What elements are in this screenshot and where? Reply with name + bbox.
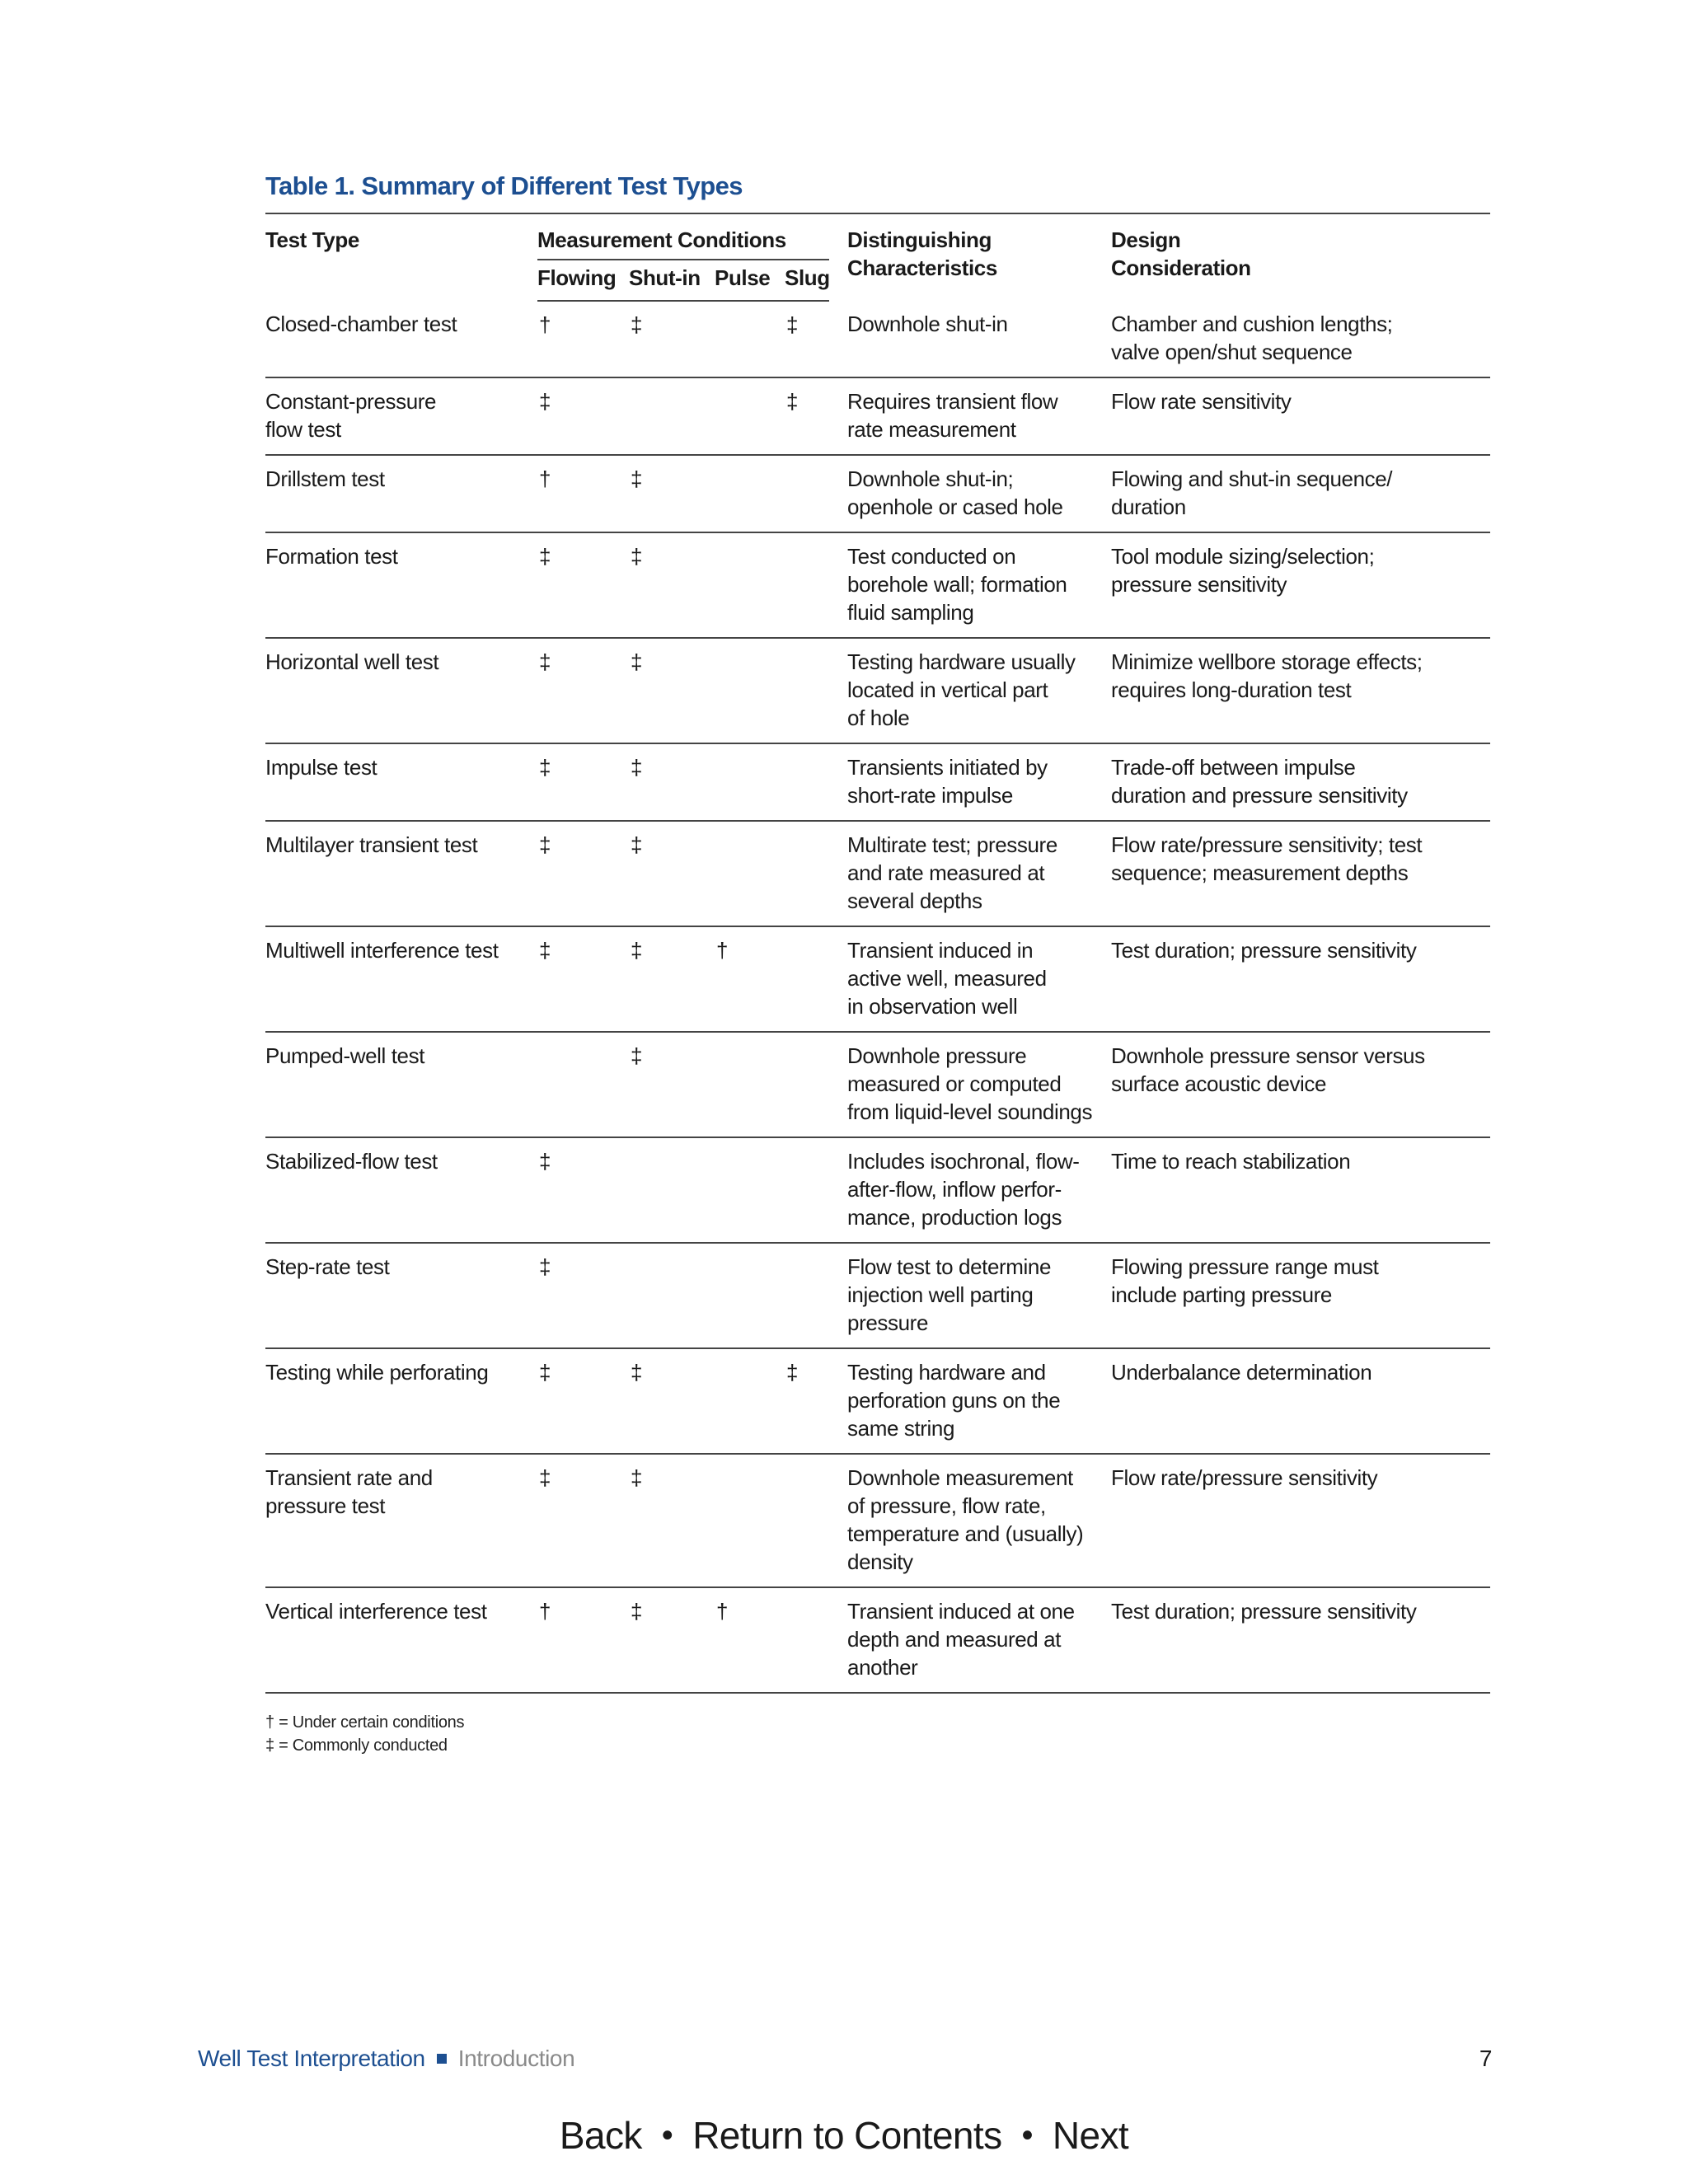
cell-design-consideration: Flowing pressure range must include parting pressure xyxy=(1111,1243,1490,1348)
cell-test-type: Testing while perforating xyxy=(265,1348,537,1454)
cell-shut-in: ‡ xyxy=(629,821,715,926)
cell-distinguishing-characteristics: Downhole shut-in xyxy=(829,301,1111,377)
cell-shut-in: ‡ xyxy=(629,1348,715,1454)
cell-design-consideration: Underbalance determination xyxy=(1111,1348,1490,1454)
cell-shut-in: ‡ xyxy=(629,455,715,532)
header-slug: Slug xyxy=(785,260,829,301)
footnote-double-dagger: ‡ = Commonly conducted xyxy=(265,1736,448,1755)
page-footer xyxy=(198,2046,1492,2079)
table-header xyxy=(265,213,1490,301)
table-row xyxy=(265,743,1490,821)
table-body xyxy=(265,301,1490,1693)
cell-slug: ‡ xyxy=(785,301,829,377)
table-row xyxy=(265,532,1490,638)
cell-flowing: ‡ xyxy=(537,1348,629,1454)
cell-pulse: † xyxy=(715,926,785,1032)
cell-slug xyxy=(785,532,829,638)
table-row xyxy=(265,638,1490,743)
table-row xyxy=(265,377,1490,455)
cell-shut-in: ‡ xyxy=(629,638,715,743)
cell-flowing: † xyxy=(537,1587,629,1693)
cell-pulse xyxy=(715,743,785,821)
cell-pulse xyxy=(715,1348,785,1454)
table-row xyxy=(265,1454,1490,1587)
cell-flowing: † xyxy=(537,301,629,377)
cell-design-consideration: Flow rate/pressure sensitivity; test sequence; measurement depths xyxy=(1111,821,1490,926)
cell-shut-in: ‡ xyxy=(629,1454,715,1587)
cell-shut-in: ‡ xyxy=(629,1587,715,1693)
cell-flowing: ‡ xyxy=(537,1454,629,1587)
cell-shut-in xyxy=(629,1243,715,1348)
cell-distinguishing-characteristics: Transients initiated by short-rate impulse xyxy=(829,743,1111,821)
cell-shut-in: ‡ xyxy=(629,1032,715,1137)
cell-test-type: Closed-chamber test xyxy=(265,301,537,377)
cell-distinguishing-characteristics: Multirate test; pressure and rate measured at several depths xyxy=(829,821,1111,926)
cell-slug xyxy=(785,1587,829,1693)
cell-shut-in: ‡ xyxy=(629,532,715,638)
cell-test-type: Vertical interference test xyxy=(265,1587,537,1693)
cell-distinguishing-characteristics: Includes isochronal, flow- after-flow, inflow perfor- mance, production logs xyxy=(829,1137,1111,1243)
table-row xyxy=(265,1587,1490,1693)
cell-shut-in: ‡ xyxy=(629,301,715,377)
cell-design-consideration: Chamber and cushion lengths; valve open/shut sequence xyxy=(1111,301,1490,377)
cell-distinguishing-characteristics: Testing hardware and perforation guns on the same string xyxy=(829,1348,1111,1454)
cell-slug xyxy=(785,821,829,926)
cell-flowing: ‡ xyxy=(537,1243,629,1348)
cell-distinguishing-characteristics: Transient induced at one depth and measured at another xyxy=(829,1587,1111,1693)
cell-slug: ‡ xyxy=(785,1348,829,1454)
test-types-table xyxy=(265,213,1490,1694)
cell-test-type: Constant-pressure flow test xyxy=(265,377,537,455)
cell-slug xyxy=(785,1454,829,1587)
cell-pulse xyxy=(715,1032,785,1137)
cell-pulse xyxy=(715,1454,785,1587)
cell-shut-in xyxy=(629,377,715,455)
cell-test-type: Horizontal well test xyxy=(265,638,537,743)
cell-design-consideration: Downhole pressure sensor versus surface acoustic device xyxy=(1111,1032,1490,1137)
cell-distinguishing-characteristics: Requires transient flow rate measurement xyxy=(829,377,1111,455)
cell-slug xyxy=(785,926,829,1032)
cell-test-type: Drillstem test xyxy=(265,455,537,532)
cell-design-consideration: Flowing and shut-in sequence/ duration xyxy=(1111,455,1490,532)
cell-flowing xyxy=(537,1032,629,1137)
nav-separator: • xyxy=(661,2117,673,2154)
cell-test-type: Multilayer transient test xyxy=(265,821,537,926)
cell-shut-in: ‡ xyxy=(629,926,715,1032)
cell-slug xyxy=(785,743,829,821)
cell-design-consideration: Trade-off between impulse duration and pressure sensitivity xyxy=(1111,743,1490,821)
header-test-type: Test Type xyxy=(265,213,537,301)
cell-flowing: ‡ xyxy=(537,377,629,455)
cell-flowing: † xyxy=(537,455,629,532)
cell-flowing: ‡ xyxy=(537,532,629,638)
cell-flowing: ‡ xyxy=(537,1137,629,1243)
cell-distinguishing-characteristics: Transient induced in active well, measured in observation well xyxy=(829,926,1111,1032)
return-to-contents-link[interactable]: Return to Contents xyxy=(692,2114,1002,2157)
cell-distinguishing-characteristics: Downhole pressure measured or computed from liquid-level soundings xyxy=(829,1032,1111,1137)
cell-slug: ‡ xyxy=(785,377,829,455)
table-title: Table 1. Summary of Different Test Types xyxy=(265,171,743,200)
cell-test-type: Pumped-well test xyxy=(265,1032,537,1137)
header-design-consideration: Design Consideration xyxy=(1111,213,1490,301)
table-row xyxy=(265,821,1490,926)
cell-test-type: Impulse test xyxy=(265,743,537,821)
cell-design-consideration: Time to reach stabilization xyxy=(1111,1137,1490,1243)
back-link[interactable]: Back xyxy=(559,2114,642,2157)
cell-pulse xyxy=(715,638,785,743)
cell-design-consideration: Minimize wellbore storage effects; requires long-duration test xyxy=(1111,638,1490,743)
table-row xyxy=(265,926,1490,1032)
footer-section-name: Introduction xyxy=(457,2046,575,2071)
cell-pulse xyxy=(715,821,785,926)
cell-pulse xyxy=(715,377,785,455)
square-separator-icon xyxy=(437,2054,447,2064)
nav-separator: • xyxy=(1021,2117,1033,2154)
cell-slug xyxy=(785,1243,829,1348)
table-row xyxy=(265,1348,1490,1454)
header-pulse: Pulse xyxy=(715,260,785,301)
cell-distinguishing-characteristics: Testing hardware usually located in vertical part of hole xyxy=(829,638,1111,743)
table-row xyxy=(265,1032,1490,1137)
cell-distinguishing-characteristics: Flow test to determine injection well parting pressure xyxy=(829,1243,1111,1348)
footnote-dagger: † = Under certain conditions xyxy=(265,1713,465,1732)
cell-flowing: ‡ xyxy=(537,926,629,1032)
table-footnotes xyxy=(265,1711,464,1757)
cell-pulse xyxy=(715,532,785,638)
cell-design-consideration: Test duration; pressure sensitivity xyxy=(1111,926,1490,1032)
cell-slug xyxy=(785,455,829,532)
cell-test-type: Multiwell interference test xyxy=(265,926,537,1032)
header-flowing: Flowing xyxy=(537,260,629,301)
cell-test-type: Step-rate test xyxy=(265,1243,537,1348)
next-link[interactable]: Next xyxy=(1052,2114,1129,2157)
table-row xyxy=(265,301,1490,377)
cell-flowing: ‡ xyxy=(537,821,629,926)
footer-document-title: Well Test Interpretation xyxy=(198,2046,425,2071)
cell-pulse: † xyxy=(715,1587,785,1693)
header-shut-in: Shut-in xyxy=(629,260,715,301)
cell-slug xyxy=(785,1032,829,1137)
cell-design-consideration: Test duration; pressure sensitivity xyxy=(1111,1587,1490,1693)
cell-slug xyxy=(785,1137,829,1243)
table-row xyxy=(265,455,1490,532)
cell-flowing: ‡ xyxy=(537,638,629,743)
cell-pulse xyxy=(715,301,785,377)
cell-distinguishing-characteristics: Downhole measurement of pressure, flow rate, temperature and (usually) density xyxy=(829,1454,1111,1587)
header-measurement-conditions: Measurement Conditions xyxy=(537,213,829,260)
cell-distinguishing-characteristics: Downhole shut-in; openhole or cased hole xyxy=(829,455,1111,532)
cell-test-type: Transient rate and pressure test xyxy=(265,1454,537,1587)
table-row xyxy=(265,1137,1490,1243)
cell-pulse xyxy=(715,1137,785,1243)
cell-test-type: Stabilized-flow test xyxy=(265,1137,537,1243)
cell-pulse xyxy=(715,1243,785,1348)
cell-shut-in: ‡ xyxy=(629,743,715,821)
cell-distinguishing-characteristics: Test conducted on borehole wall; formation fluid sampling xyxy=(829,532,1111,638)
table-row xyxy=(265,1243,1490,1348)
cell-flowing: ‡ xyxy=(537,743,629,821)
cell-test-type: Formation test xyxy=(265,532,537,638)
cell-shut-in xyxy=(629,1137,715,1243)
cell-pulse xyxy=(715,455,785,532)
cell-design-consideration: Tool module sizing/selection; pressure sensitivity xyxy=(1111,532,1490,638)
page-number: 7 xyxy=(1479,2046,1492,2071)
header-distinguishing-characteristics: Distinguishing Characteristics xyxy=(829,213,1111,301)
cell-design-consideration: Flow rate sensitivity xyxy=(1111,377,1490,455)
cell-design-consideration: Flow rate/pressure sensitivity xyxy=(1111,1454,1490,1587)
page-navigation xyxy=(0,2113,1688,2158)
cell-slug xyxy=(785,638,829,743)
